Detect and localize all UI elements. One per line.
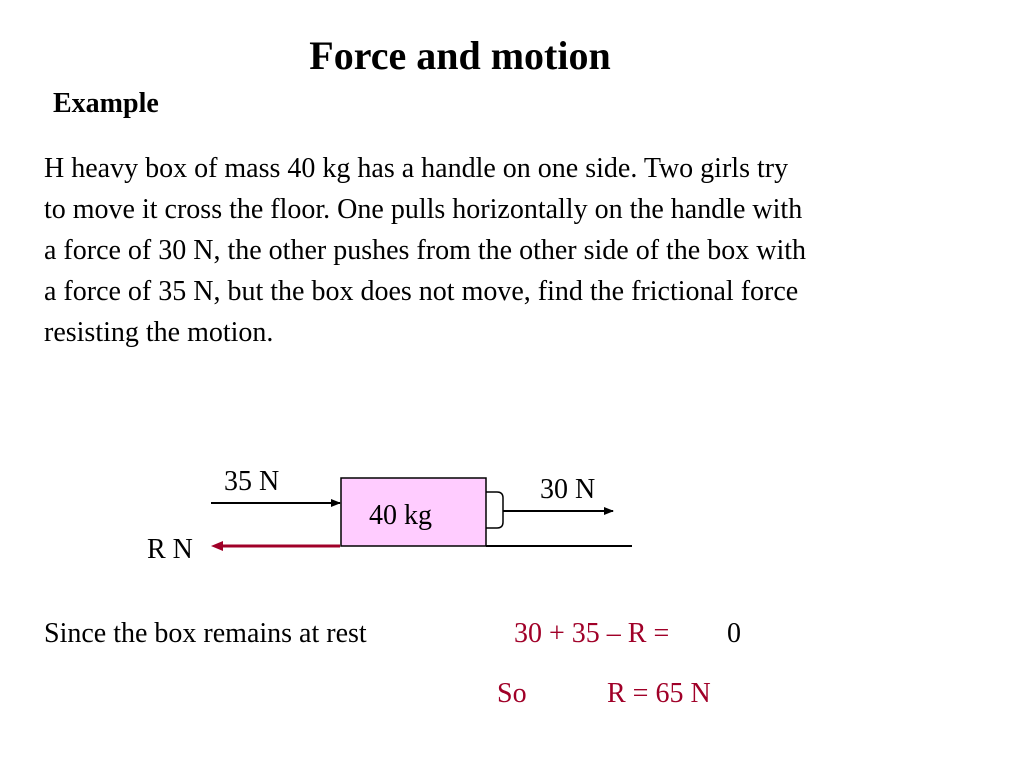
- problem-line: resisting the motion.: [44, 317, 274, 348]
- result-equation: R = 65 N: [607, 678, 711, 709]
- problem-line: H heavy box of mass 40 kg has a handle on one side. Two girls try: [44, 153, 789, 184]
- slide-title: Force and motion: [309, 33, 611, 78]
- push-force-label: 35 N: [224, 466, 280, 497]
- problem-line: to move it cross the floor. One pulls horizontally on the handle with: [44, 194, 803, 225]
- example-heading: Example: [53, 88, 159, 119]
- equation-rhs: 0: [727, 618, 741, 649]
- box-mass-label: 40 kg: [369, 500, 432, 531]
- friction-force-label: R N: [147, 534, 193, 565]
- conclusion-text: Since the box remains at rest: [44, 618, 367, 649]
- box-handle: [486, 492, 503, 528]
- pull-force-label: 30 N: [540, 474, 596, 505]
- problem-line: a force of 30 N, the other pushes from the other side of the box with: [44, 235, 807, 266]
- equation-lhs: 30 + 35 – R =: [514, 618, 670, 649]
- problem-line: a force of 35 N, but the box does not move, find the frictional force: [44, 276, 799, 307]
- so-word: So: [497, 678, 527, 709]
